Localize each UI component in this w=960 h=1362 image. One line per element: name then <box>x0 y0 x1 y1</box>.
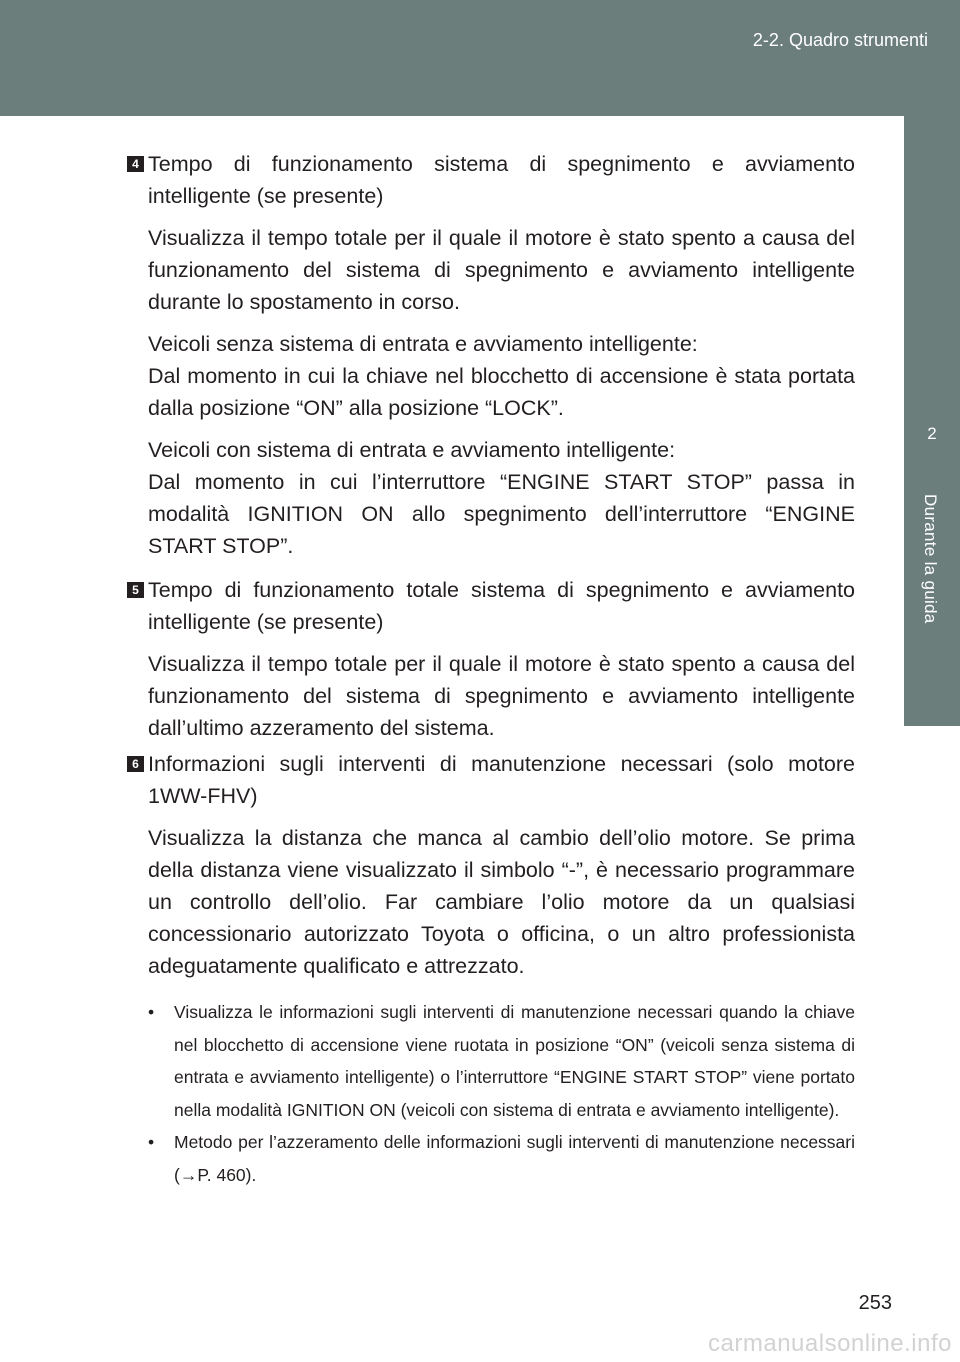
list-item <box>127 748 855 982</box>
chapter-number: 2 <box>927 424 937 443</box>
section-title: 2-2. Quadro strumenti <box>752 30 928 50</box>
item-number-badge: 4 <box>127 156 144 172</box>
page-content <box>127 148 855 1191</box>
note-text: Dal momento in cui l’interruttore “ENGINE START STOP” passa in modalità IGNITION ON allo spegnimento dell’interruttore “ENGINE START STOP”. <box>148 470 855 558</box>
notes-list <box>148 996 855 1191</box>
item-title: Tempo di funzionamento totale sistema di spegnimento e avviamento intelligente (se presente) <box>148 578 855 634</box>
chapter-name: Durante la guida <box>921 494 940 624</box>
note-bullet: • Metodo per l’azzeramento delle informazioni sugli interventi di manutenzione necessari (→P. 460). <box>148 1126 855 1191</box>
item-description: Visualizza il tempo totale per il quale il motore è stato spento a causa del funzionamento del sistema di spegnimento e avviamento intelligente dall’ultimo azzeramento del sistema. <box>148 652 855 740</box>
item-description: Visualizza la distanza che manca al cambio dell’olio motore. Se prima della distanza viene visualizzato il simbolo “-”, è necessario programmare un controllo dell’olio. Far cambiare l’olio motore da un qualsiasi concessionario autorizzato Toyota o officina, o un altro professionista adeguatamente qualificato e attrezzato. <box>148 826 855 978</box>
list-item <box>127 574 855 744</box>
note-text: Dal momento in cui la chiave nel blocchetto di accensione è stata portata dalla posizione “ON” alla posizione “LOCK”. <box>148 364 855 420</box>
note-bullet: • Visualizza le informazioni sugli interventi di manutenzione necessari quando la chiave nel blocchetto di accensione viene ruotata in posizione “ON” (veicoli senza sistema di entrata e avviamento intelligente) o l’interruttore “ENGINE START STOP” viene portato nella modalità IGNITION ON (veicoli con sistema di entrata e avviamento intelligente). <box>148 996 855 1126</box>
note-heading: Veicoli con sistema di entrata e avviamento intelligente: <box>148 438 676 462</box>
note-heading: Veicoli senza sistema di entrata e avviamento intelligente: <box>148 332 698 356</box>
watermark: carmanualsonline.info <box>708 1330 952 1357</box>
item-title: Informazioni sugli interventi di manutenzione necessari (solo motore 1WW-FHV) <box>148 752 855 808</box>
chapter-tab <box>904 116 960 726</box>
list-item <box>127 148 855 562</box>
header-band <box>0 0 960 116</box>
page-number: 253 <box>858 1292 892 1314</box>
item-description: Visualizza il tempo totale per il quale il motore è stato spento a causa del funzionamento del sistema di spegnimento e avviamento intelligente durante lo spostamento in corso. <box>148 226 855 314</box>
item-title: Tempo di funzionamento sistema di spegnimento e avviamento intelligente (se presente) <box>148 152 855 208</box>
item-number-badge: 6 <box>127 756 144 772</box>
item-number-badge: 5 <box>127 582 144 598</box>
